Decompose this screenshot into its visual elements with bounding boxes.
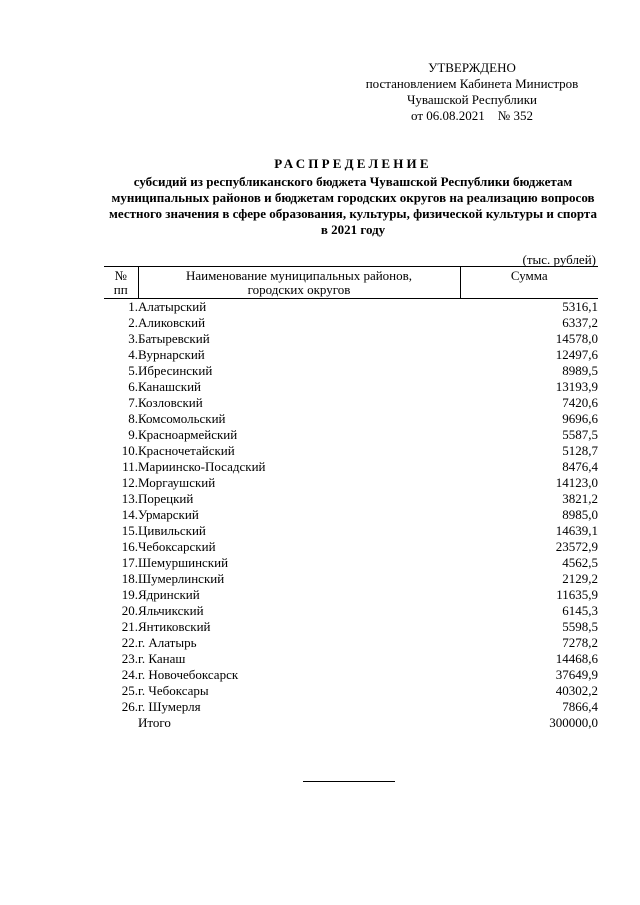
table-row [104,411,598,427]
row-name: г. Чебоксары [138,683,209,698]
row-sum: 5128,7 [562,443,598,458]
row-number: 10. [121,443,138,458]
row-number: 7. [128,395,138,410]
row-number: 6. [128,379,138,394]
table-row [104,699,598,715]
row-sum: 14639,1 [555,523,598,538]
document-heading [108,156,598,238]
row-name: Урмарский [138,507,199,522]
row-sum: 4562,5 [562,555,598,570]
row-sum: 5598,5 [562,619,598,634]
units-label: (тыс. рублей) [522,252,596,267]
table-row [104,555,598,571]
row-sum: 12497,6 [555,347,598,362]
table-row [104,459,598,475]
row-number: 2. [128,315,138,330]
row-name: Мариинско-Посадский [138,459,266,474]
row-name: Моргаушский [138,475,216,490]
approval-line-1: постановлением Кабинета Министров [365,76,579,91]
table-row [104,507,598,523]
header-number [104,267,138,299]
row-sum: 8985,0 [562,507,598,522]
closing-divider [303,781,395,782]
row-number: 18. [121,571,138,586]
row-number: 13. [121,491,138,506]
document-subtitle: субсидий из республиканского бюджета Чувашской Республики бюджетам муниципальных районов и бюджетам городских округов на реализацию вопросов местного значения в сфере образования, культуры, физической культуры и спорта в 2021 году [109,174,597,237]
header-name [138,267,460,299]
row-sum: 37649,9 [555,667,598,682]
row-name: Красночетайский [138,443,235,458]
row-sum: 7420,6 [562,395,598,410]
table-header-row [104,267,598,299]
row-name: г. Канаш [138,651,186,666]
table-row [104,331,598,347]
row-sum: 9696,6 [562,411,598,426]
row-number: 20. [121,603,138,618]
row-sum: 2129,2 [562,571,598,586]
row-number: 8. [128,411,138,426]
row-name: Комсомольский [138,411,226,426]
row-name: Порецкий [138,491,194,506]
header-number-line-1: № [114,268,127,283]
row-number: 26. [121,699,138,714]
row-name: Батыревский [138,331,210,346]
row-sum: 14578,0 [555,331,598,346]
approval-line-3: от 06.08.2021 № 352 [411,108,533,123]
table-row [104,619,598,635]
table-row [104,491,598,507]
table-row [104,603,598,619]
header-name-line-1: Наименование муниципальных районов, [185,268,413,283]
table-row [104,379,598,395]
row-sum: 5316,1 [562,299,598,314]
row-name: Шумерлинский [138,571,225,586]
distribution-table [104,266,598,731]
row-name: Канашский [138,379,202,394]
row-sum: 7866,4 [562,699,598,714]
row-number: 22. [121,635,138,650]
row-number: 15. [121,523,138,538]
table-row [104,683,598,699]
row-sum: 7278,2 [562,635,598,650]
row-sum: 8989,5 [562,363,598,378]
row-sum: 3821,2 [562,491,598,506]
row-sum: 8476,4 [562,459,598,474]
row-name: Красноармейский [138,427,238,442]
table-row [104,427,598,443]
row-name: Алатырский [138,299,207,314]
row-name: Яльчикский [138,603,204,618]
approval-title: УТВЕРЖДЕНО [428,60,516,75]
table-row [104,299,598,316]
row-sum: 14468,6 [555,651,598,666]
row-number: 19. [121,587,138,602]
table-row [104,475,598,491]
row-name: г. Новочебоксарск [138,667,239,682]
total-row [104,715,598,731]
row-number: 3. [128,331,138,346]
table-row [104,315,598,331]
row-number: 25. [121,683,138,698]
table-row [104,635,598,651]
header-sum: Сумма [460,267,598,299]
row-sum: 6145,3 [562,603,598,618]
row-name: Шемуршинский [138,555,229,570]
row-name: Янтиковский [138,619,211,634]
row-sum: 11635,9 [556,587,598,602]
row-name: Чебоксарский [138,539,216,554]
table-row [104,539,598,555]
row-name: Вурнарский [138,347,205,362]
row-number: 14. [121,507,138,522]
row-number: 17. [121,555,138,570]
table-row [104,443,598,459]
row-number: 24. [121,667,138,682]
row-sum: 5587,5 [562,427,598,442]
row-name: Козловский [138,395,203,410]
total-sum: 300000,0 [549,715,598,730]
row-name: Цивильский [138,523,206,538]
row-sum: 6337,2 [562,315,598,330]
row-number: 5. [128,363,138,378]
table-row [104,363,598,379]
row-number: 11. [122,459,138,474]
row-name: г. Шумерля [138,699,201,714]
row-number: 1. [128,299,138,314]
row-number: 23. [121,651,138,666]
approval-line-2: Чувашской Республики [406,92,538,107]
table-row [104,651,598,667]
row-number: 16. [121,539,138,554]
document-title: РАСПРЕДЕЛЕНИЕ [274,156,432,171]
table-body [104,299,598,716]
approval-stamp [352,60,592,124]
row-number: 21. [121,619,138,634]
row-number: 9. [128,427,138,442]
table-row [104,571,598,587]
row-number: 12. [121,475,138,490]
table-row [104,587,598,603]
header-number-line-2: пп [113,282,128,297]
row-number: 4. [128,347,138,362]
header-name-line-2: городских округов [247,282,351,297]
row-name: Ибресинский [138,363,213,378]
row-name: Аликовский [138,315,206,330]
total-label: Итого [138,715,171,730]
row-name: г. Алатырь [138,635,197,650]
table-row [104,347,598,363]
table-row [104,395,598,411]
table-row [104,667,598,683]
row-sum: 13193,9 [555,379,598,394]
row-sum: 23572,9 [555,539,598,554]
row-sum: 40302,2 [555,683,598,698]
row-name: Ядринский [138,587,200,602]
row-sum: 14123,0 [555,475,598,490]
total-number-cell [104,715,138,731]
table-row [104,523,598,539]
